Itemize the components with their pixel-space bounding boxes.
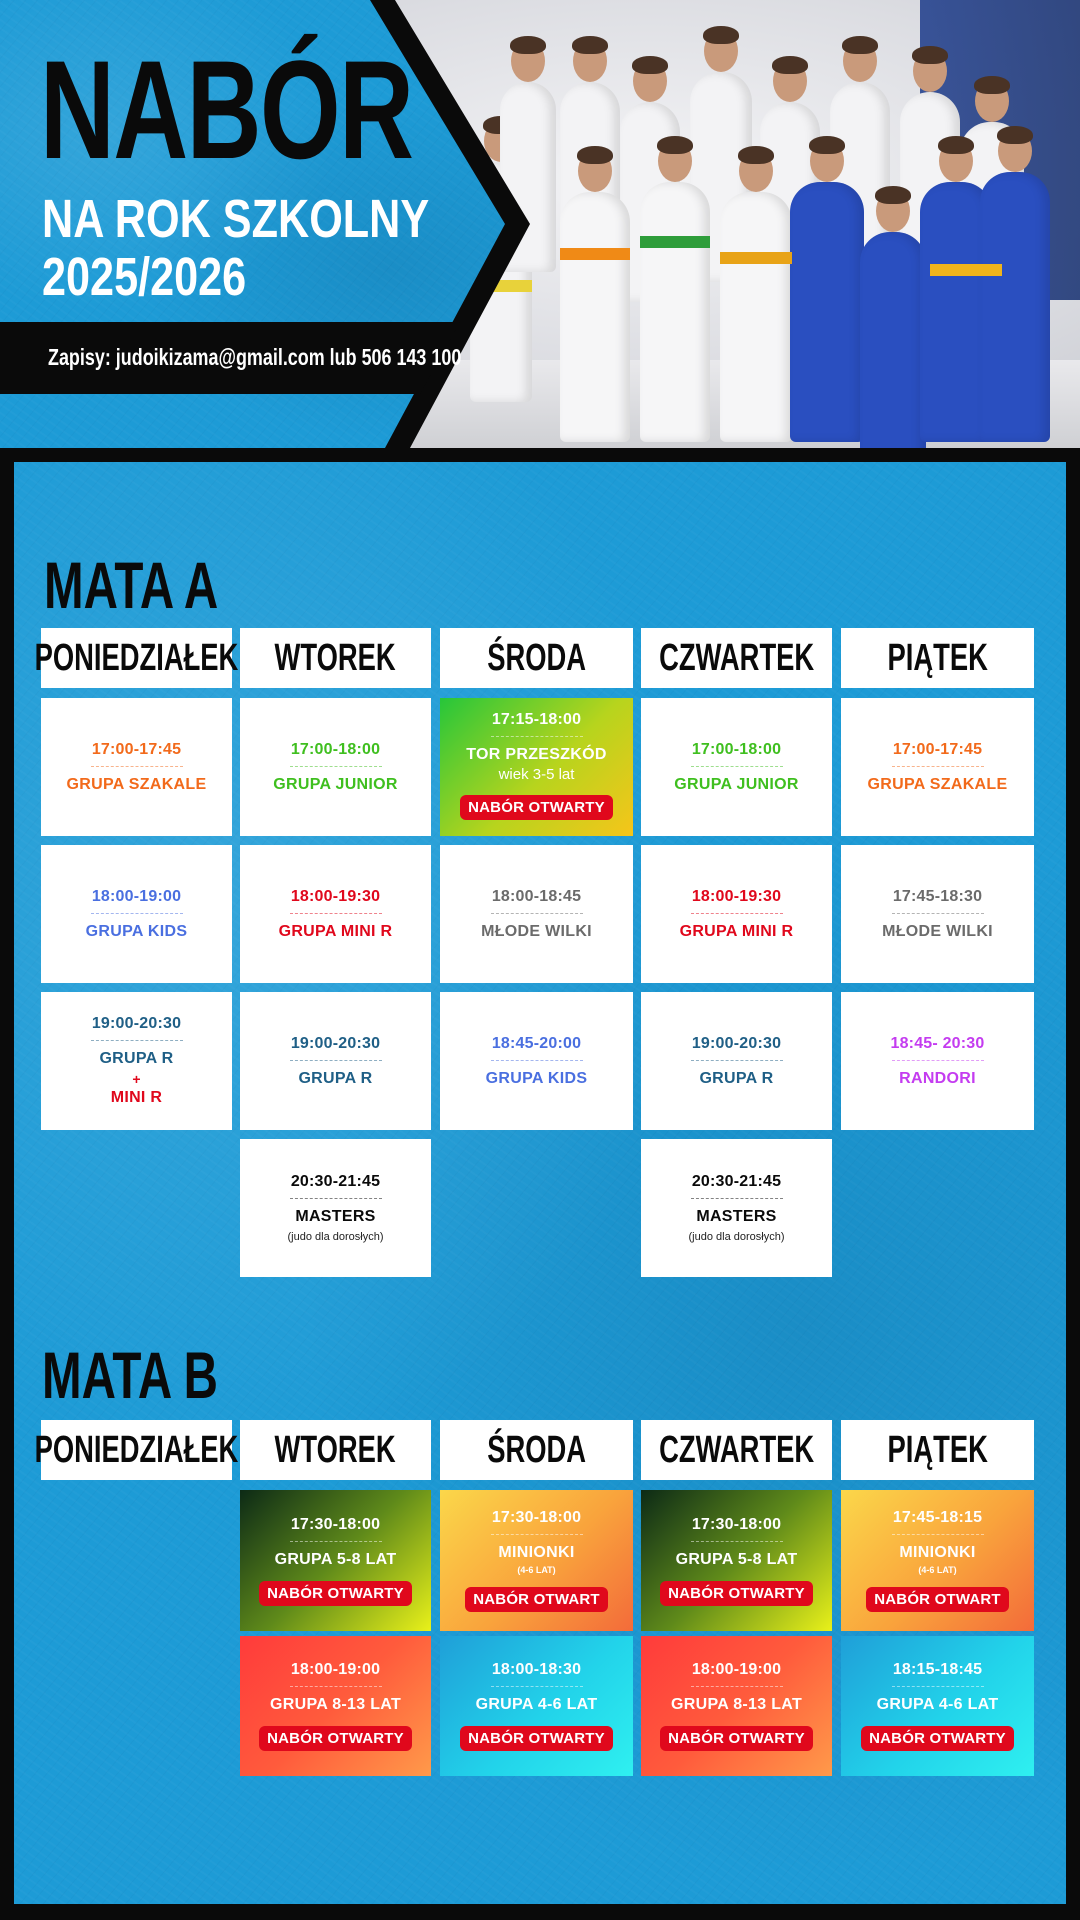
person-hair (657, 136, 693, 154)
day-header (34, 628, 239, 688)
class-time: 18:45- 20:30 (890, 1034, 985, 1052)
class-time: 18:45-20:00 (491, 1034, 582, 1052)
dashed-separator (491, 736, 583, 737)
class-card (641, 698, 832, 836)
class-card (240, 698, 431, 836)
class-card (641, 845, 832, 983)
class-card (41, 698, 232, 836)
dashed-separator (691, 913, 783, 914)
class-name: GRUPA KIDS (85, 922, 188, 940)
belt (640, 236, 710, 248)
class-time: 17:30-18:00 (290, 1515, 381, 1533)
dashed-separator (491, 1534, 583, 1535)
class-card (240, 845, 431, 983)
class-name: GRUPA R (699, 1069, 774, 1087)
header-banner (0, 0, 1080, 448)
schedule-panel (14, 462, 1066, 1904)
day-label: PIĄTEK (887, 636, 988, 679)
class-card (440, 698, 633, 836)
day-label: PONIEDZIAŁEK (34, 1428, 239, 1471)
class-name: MASTERS (696, 1208, 777, 1225)
day-label: ŚRODA (487, 1428, 586, 1471)
class-name-2: MINI R (110, 1089, 163, 1106)
class-age: (4-6 LAT) (517, 1565, 556, 1575)
class-name: MŁODE WILKI (481, 922, 592, 940)
class-name: GRUPA 8-13 LAT (670, 1696, 803, 1713)
class-time: 19:00-20:30 (290, 1034, 381, 1052)
subtitle-line-2: 2025/2026 (42, 247, 247, 307)
class-name: GRUPA SZAKALE (66, 775, 207, 793)
day-header (240, 1420, 431, 1480)
class-name: GRUPA JUNIOR (273, 775, 398, 793)
person-hair (577, 146, 613, 164)
class-name: MASTERS (295, 1208, 376, 1225)
dashed-separator (892, 913, 984, 914)
person-hair (842, 36, 878, 54)
class-card (841, 992, 1034, 1130)
class-time: 17:45-18:15 (892, 1509, 983, 1526)
class-time: 17:15-18:00 (491, 710, 582, 728)
dashed-separator (290, 1541, 382, 1542)
day-header (841, 628, 1034, 688)
open-enrollment-badge: NABÓR OTWART (866, 1587, 1009, 1612)
person-hair (912, 46, 948, 64)
class-card (841, 1636, 1034, 1776)
class-name: GRUPA JUNIOR (674, 775, 799, 793)
day-header (240, 628, 431, 688)
class-age: wiek 3-5 lat (498, 765, 575, 783)
class-card (440, 992, 633, 1130)
subtitle-line-1: NA ROK SZKOLNY (42, 189, 430, 249)
dashed-separator (892, 1534, 984, 1535)
class-age: (4-6 LAT) (918, 1565, 957, 1575)
class-card (41, 845, 232, 983)
class-name: GRUPA 8-13 LAT (269, 1696, 402, 1713)
person-figure (860, 232, 926, 448)
class-time: 17:00-18:00 (290, 740, 381, 758)
class-name: MINIONKI (498, 1544, 575, 1561)
person-hair (510, 36, 546, 54)
person-hair (809, 136, 845, 154)
class-time: 18:00-19:30 (691, 887, 782, 905)
dashed-separator (691, 1686, 783, 1687)
dashed-separator (691, 1541, 783, 1542)
mata-a-title: MATA A (44, 548, 219, 622)
day-label: CZWARTEK (658, 1428, 815, 1471)
dashed-separator (91, 1040, 183, 1041)
open-enrollment-badge: NABÓR OTWARTY (660, 1726, 813, 1751)
person-figure (980, 172, 1050, 442)
class-card (641, 1636, 832, 1776)
open-enrollment-badge: NABÓR OTWARTY (660, 1581, 813, 1606)
person-hair (875, 186, 911, 204)
class-note: (judo dla dorosłych) (688, 1231, 785, 1243)
person-figure (790, 182, 864, 442)
dashed-separator (892, 766, 984, 767)
dashed-separator (491, 913, 583, 914)
day-header (641, 628, 832, 688)
plus-sign: + (132, 1071, 141, 1087)
day-label: ŚRODA (487, 636, 586, 679)
class-time: 19:00-20:30 (691, 1034, 782, 1052)
class-card (841, 845, 1034, 983)
class-name: MŁODE WILKI (882, 922, 993, 940)
class-time: 17:30-18:00 (491, 1509, 582, 1526)
day-label: CZWARTEK (658, 636, 815, 679)
day-header (34, 1420, 239, 1480)
class-name: GRUPA R (298, 1069, 373, 1087)
class-card (240, 1490, 431, 1631)
class-name: RANDORI (899, 1069, 976, 1087)
class-name: GRUPA SZAKALE (867, 775, 1008, 793)
belt (720, 252, 792, 264)
class-time: 20:30-21:45 (691, 1173, 782, 1190)
class-time: 18:00-19:00 (691, 1661, 782, 1678)
person-figure (720, 192, 792, 442)
class-name: GRUPA MINI R (679, 922, 794, 940)
dashed-separator (290, 1686, 382, 1687)
person-figure (560, 192, 630, 442)
day-header (440, 1420, 633, 1480)
person-hair (632, 56, 668, 74)
day-label: PONIEDZIAŁEK (34, 636, 239, 679)
class-time: 18:00-19:30 (290, 887, 381, 905)
dashed-separator (491, 1686, 583, 1687)
class-time: 17:45-18:30 (892, 887, 983, 905)
class-time: 19:00-20:30 (91, 1015, 182, 1032)
person-hair (572, 36, 608, 54)
main-title: NABÓR (40, 31, 413, 188)
day-label: WTOREK (274, 1428, 397, 1471)
open-enrollment-badge: NABÓR OTWARTY (259, 1581, 412, 1606)
belt (930, 264, 1002, 276)
open-enrollment-badge: NABÓR OTWART (465, 1587, 608, 1612)
person-hair (974, 76, 1010, 94)
class-card (841, 698, 1034, 836)
class-name: GRUPA 4-6 LAT (475, 1696, 598, 1713)
class-card (641, 992, 832, 1130)
class-card (240, 1636, 431, 1776)
dashed-separator (491, 1060, 583, 1061)
class-time: 18:00-18:30 (491, 1661, 582, 1678)
dashed-separator (91, 913, 183, 914)
class-card (440, 1490, 633, 1631)
class-note: (judo dla dorosłych) (287, 1231, 384, 1243)
day-header (440, 628, 633, 688)
contact-info: Zapisy: judoikizama@gmail.com lub 506 143 100 (48, 344, 462, 370)
dashed-separator (892, 1060, 984, 1061)
dashed-separator (892, 1686, 984, 1687)
class-time: 17:00-17:45 (91, 740, 182, 758)
class-name: GRUPA KIDS (485, 1069, 588, 1087)
class-card (641, 1139, 832, 1277)
day-header (641, 1420, 832, 1480)
dashed-separator (691, 1198, 783, 1199)
class-card (240, 1139, 431, 1277)
person-hair (772, 56, 808, 74)
class-card (41, 992, 232, 1130)
season-subtitle (42, 190, 429, 306)
class-time: 17:00-18:00 (691, 740, 782, 758)
class-name: GRUPA 5-8 LAT (274, 1550, 397, 1568)
person-hair (997, 126, 1033, 144)
class-card (240, 992, 431, 1130)
class-time: 18:00-19:00 (290, 1661, 381, 1678)
mata-b-title: MATA B (42, 1338, 218, 1412)
person-figure (640, 182, 710, 442)
class-time: 18:15-18:45 (892, 1661, 983, 1678)
class-card (440, 1636, 633, 1776)
open-enrollment-badge: NABÓR OTWARTY (460, 795, 613, 820)
class-time: 17:30-18:00 (691, 1515, 782, 1533)
class-name: GRUPA 5-8 LAT (675, 1550, 798, 1568)
person-hair (703, 26, 739, 44)
dashed-separator (691, 1060, 783, 1061)
dashed-separator (290, 1198, 382, 1199)
class-time: 20:30-21:45 (290, 1173, 381, 1190)
open-enrollment-badge: NABÓR OTWARTY (460, 1726, 613, 1751)
dashed-separator (91, 766, 183, 767)
day-label: WTOREK (274, 636, 397, 679)
open-enrollment-badge: NABÓR OTWARTY (259, 1726, 412, 1751)
class-name: GRUPA R (99, 1050, 174, 1067)
day-label: PIĄTEK (887, 1428, 988, 1471)
dashed-separator (290, 913, 382, 914)
class-card (841, 1490, 1034, 1631)
person-hair (938, 136, 974, 154)
dashed-separator (290, 766, 382, 767)
class-card (440, 845, 633, 983)
dashed-separator (691, 766, 783, 767)
open-enrollment-badge: NABÓR OTWARTY (861, 1726, 1014, 1751)
class-name: MINIONKI (899, 1544, 976, 1561)
class-time: 17:00-17:45 (892, 740, 983, 758)
class-card (641, 1490, 832, 1631)
class-time: 18:00-18:45 (491, 887, 582, 905)
belt (560, 248, 630, 260)
day-header (841, 1420, 1034, 1480)
person-hair (738, 146, 774, 164)
class-name: GRUPA MINI R (278, 922, 393, 940)
class-name: TOR PRZESZKÓD (466, 745, 607, 763)
dashed-separator (290, 1060, 382, 1061)
class-name: GRUPA 4-6 LAT (876, 1696, 999, 1713)
class-time: 18:00-19:00 (91, 887, 182, 905)
